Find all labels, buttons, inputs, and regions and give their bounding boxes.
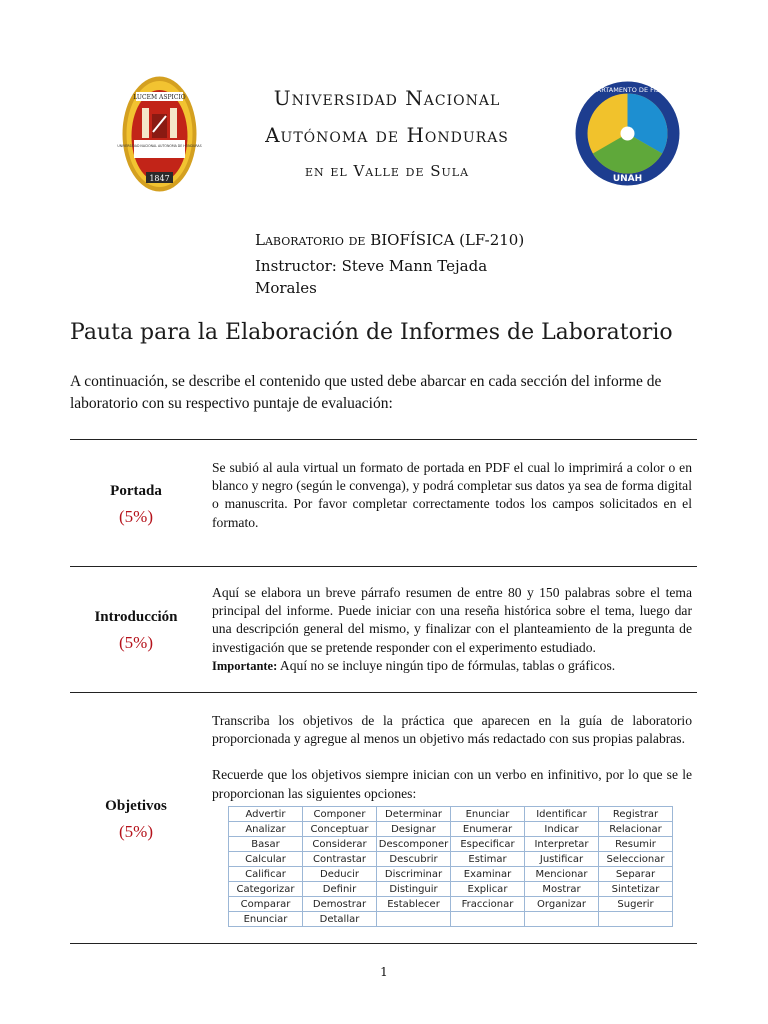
portada-text: Se subió al aula virtual un formato de portada en PDF el cual lo imprimirá a color o en blanco y negro (según le convenga), y podrá completar sus datos ya sea de forma digital o manuscrita. Por favor completar correctamente todos los campos solicitados en el formato. — [212, 460, 692, 530]
verbs-table-row — [229, 912, 673, 927]
verb-cell: Sugerir — [599, 897, 673, 912]
verbs-table-row — [229, 807, 673, 822]
divider — [70, 943, 697, 944]
verb-cell: Enunciar — [229, 912, 303, 927]
verb-cell: Contrastar — [303, 852, 377, 867]
verb-cell: Descomponer — [377, 837, 451, 852]
verb-cell: Sintetizar — [599, 882, 673, 897]
verb-cell: Basar — [229, 837, 303, 852]
verb-cell: Estimar — [451, 852, 525, 867]
verb-cell: Seleccionar — [599, 852, 673, 867]
seal-name: UNIVERSIDAD NACIONAL AUTONOMA DE HONDURAS — [117, 144, 202, 148]
verb-cell: Identificar — [525, 807, 599, 822]
verbs-table-row — [229, 852, 673, 867]
verb-cell: Detallar — [303, 912, 377, 927]
verb-cell: Deducir — [303, 867, 377, 882]
verbs-table-row — [229, 822, 673, 837]
verb-cell: Organizar — [525, 897, 599, 912]
intro-paragraph: A continuación, se describe el contenido que usted debe abarcar en cada sección del informe de laboratorio con su respectivo puntaje de evaluación: — [70, 373, 662, 412]
verb-cell — [451, 912, 525, 927]
verb-cell: Componer — [303, 807, 377, 822]
verb-cell: Considerar — [303, 837, 377, 852]
important-label: Importante: — [212, 658, 278, 673]
divider — [70, 566, 697, 567]
verb-cell: Relacionar — [599, 822, 673, 837]
verb-cell: Enunciar — [451, 807, 525, 822]
verb-cell: Analizar — [229, 822, 303, 837]
page-number: 1 — [380, 965, 388, 979]
section-name-portada: Portada — [110, 483, 162, 499]
verb-cell — [525, 912, 599, 927]
verb-cell: Resumir — [599, 837, 673, 852]
verb-cell: Mencionar — [525, 867, 599, 882]
divider — [70, 692, 697, 693]
section-name-introduccion: Introducción — [94, 609, 178, 625]
section-name-objetivos: Objetivos — [105, 798, 167, 814]
verb-cell: Explicar — [451, 882, 525, 897]
lab-title-course: BIOFÍSICA (LF-210) — [365, 231, 525, 249]
verb-cell: Enumerar — [451, 822, 525, 837]
verb-cell: Examinar — [451, 867, 525, 882]
verb-cell: Conceptuar — [303, 822, 377, 837]
verb-cell: Registrar — [599, 807, 673, 822]
verb-cell: Descubrir — [377, 852, 451, 867]
section-body-portada — [212, 459, 692, 532]
introduccion-text: Aquí se elabora un breve párrafo resumen de entre 80 y 150 palabras sobre el tema principal del informe. Puede iniciar con una reseña histórica sobre el tema, luego dar una descripción general del mismo, y finalizar con el planteamiento de la pregunta de investigación que se pretende responder con el experimento estudiado. — [212, 585, 692, 655]
verbs-table-row — [229, 837, 673, 852]
university-name-line1: Universidad Nacional — [273, 86, 501, 110]
verb-cell: Comparar — [229, 897, 303, 912]
seal-motto: LUCEM ASPICIO — [133, 94, 186, 101]
objetivos-text-1: Transcriba los objetivos de la práctica que aparecen en la guía de laboratorio proporcionada y agregue al menos un objetivo más redactado con sus propias palabras. — [212, 713, 692, 747]
verb-cell: Determinar — [377, 807, 451, 822]
verb-cell: Separar — [599, 867, 673, 882]
verb-cell: Justificar — [525, 852, 599, 867]
verb-cell — [599, 912, 673, 927]
verbs-table-row — [229, 897, 673, 912]
verb-cell: Mostrar — [525, 882, 599, 897]
verb-cell: Especificar — [451, 837, 525, 852]
verb-cell: Discriminar — [377, 867, 451, 882]
verb-cell: Calificar — [229, 867, 303, 882]
section-body-introduccion — [212, 584, 692, 675]
document-title: Pauta para la Elaboración de Informes de Laboratorio — [70, 320, 673, 345]
verbs-table-row — [229, 882, 673, 897]
verb-cell: Categorizar — [229, 882, 303, 897]
physics-department-logo — [575, 80, 680, 187]
lab-title — [255, 229, 525, 251]
seal-year: 1847 — [149, 174, 170, 183]
verb-cell: Indicar — [525, 822, 599, 837]
university-seal-logo — [117, 76, 202, 192]
section-score-objetivos: (5%) — [119, 822, 153, 841]
verb-cell: Definir — [303, 882, 377, 897]
verb-cell: Fraccionar — [451, 897, 525, 912]
verbs-table — [228, 806, 673, 927]
logo-bottom-text: UNAH — [612, 174, 643, 184]
verb-cell: Designar — [377, 822, 451, 837]
lab-title-prefix: Laboratorio de — [255, 231, 366, 249]
logo-top-text: DEPARTAMENTO DE FÍSICA — [584, 86, 671, 94]
verbs-table-row — [229, 867, 673, 882]
university-campus-line: en el Valle de Sula — [304, 162, 470, 180]
objetivos-text-2: Recuerde que los objetivos siempre inician con un verbo en infinitivo, por lo que se le proporcionan las siguientes opciones: — [212, 767, 692, 801]
verb-cell: Demostrar — [303, 897, 377, 912]
verb-cell: Calcular — [229, 852, 303, 867]
verb-cell: Interpretar — [525, 837, 599, 852]
verb-cell: Distinguir — [377, 882, 451, 897]
verb-cell — [377, 912, 451, 927]
section-score-introduccion: (5%) — [119, 633, 153, 652]
university-name-line2: Autónoma de Honduras — [265, 123, 509, 147]
verb-cell: Advertir — [229, 807, 303, 822]
verb-cell: Establecer — [377, 897, 451, 912]
lab-instructor: Instructor: Steve Mann Tejada Morales — [255, 257, 488, 297]
section-body-objetivos — [212, 712, 692, 803]
divider — [70, 439, 697, 440]
section-score-portada: (5%) — [119, 507, 153, 526]
important-text: Aquí no se incluye ningún tipo de fórmulas, tablas o gráficos. — [277, 657, 616, 673]
